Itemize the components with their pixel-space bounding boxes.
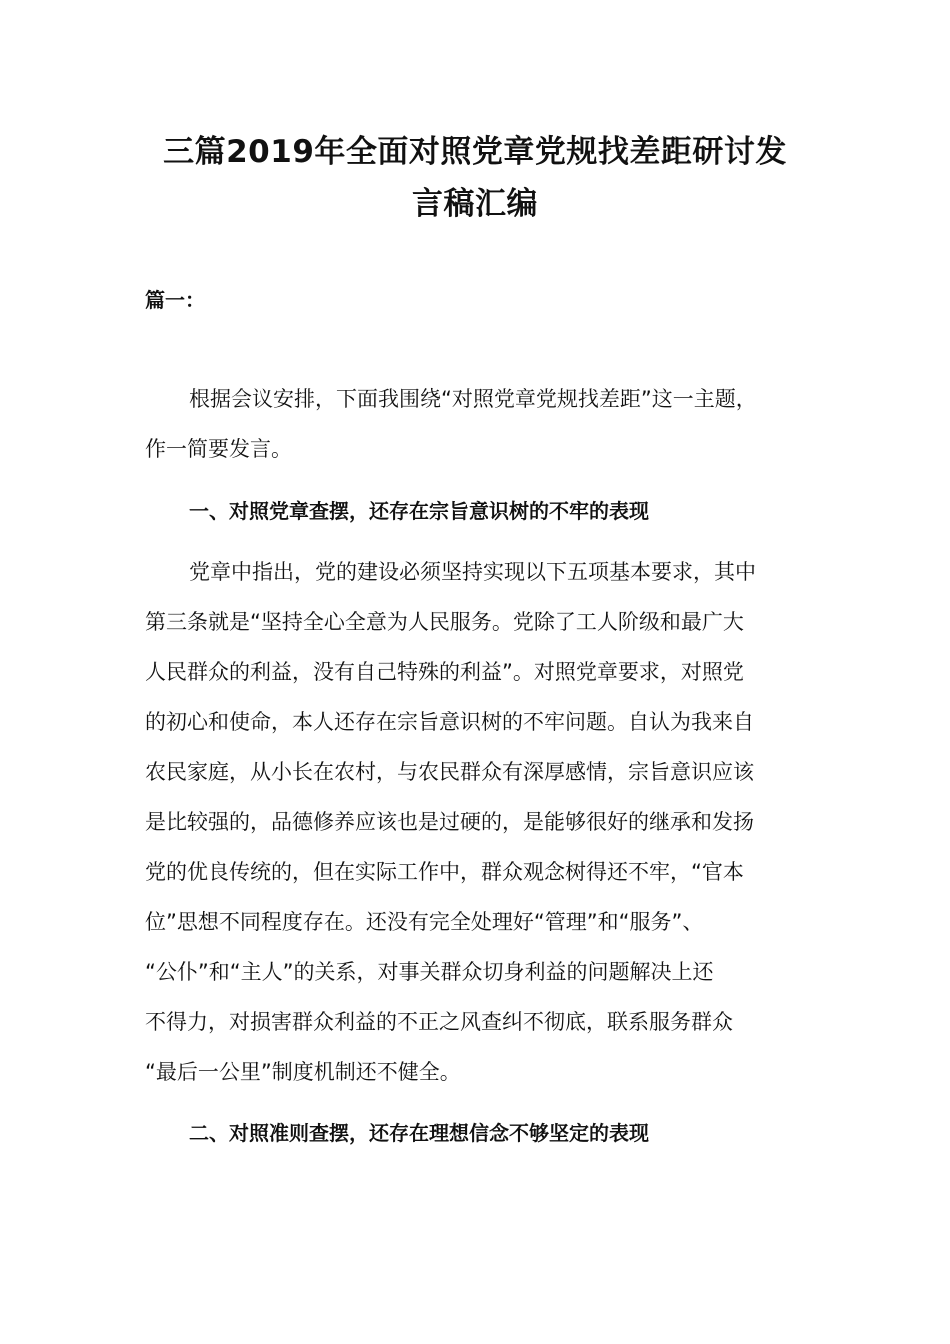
body-line: 党的优良传统的，但在实际工作中，群众观念树得还不牢，“官本 bbox=[145, 860, 744, 884]
body-line: 是比较强的，品德修养应该也是过硬的，是能够很好的继承和发扬 bbox=[145, 810, 754, 834]
document-title bbox=[110, 126, 840, 230]
body-paragraph bbox=[145, 547, 805, 1097]
body-line: 的初心和使命，本人还存在宗旨意识树的不牢问题。自认为我来自 bbox=[145, 710, 754, 734]
intro-paragraph bbox=[145, 374, 805, 474]
body-line: 位”思想不同程度存在。还没有完全处理好“管理”和“服务”、 bbox=[145, 910, 704, 934]
intro-line: 作一简要发言。 bbox=[145, 437, 292, 461]
section-label: 篇一： bbox=[145, 288, 205, 312]
body-line: “最后一公里”制度机制还不健全。 bbox=[145, 1060, 461, 1084]
body-line: “公仆”和“主人”的关系，对事关群众切身利益的问题解决上还 bbox=[145, 960, 714, 984]
section-heading-1: 一、对照党章查摆，还存在宗旨意识树的不牢的表现 bbox=[189, 499, 649, 523]
title-line-1: 三篇2019年全面对照党章党规找差距研讨发 bbox=[163, 134, 787, 170]
body-line: 不得力，对损害群众利益的不正之风查纠不彻底，联系服务群众 bbox=[145, 1010, 733, 1034]
body-line: 人民群众的利益，没有自己特殊的利益”。对照党章要求，对照党 bbox=[145, 660, 744, 684]
section-heading-2: 二、对照准则查摆，还存在理想信念不够坚定的表现 bbox=[189, 1121, 649, 1145]
body-line: 农民家庭，从小长在农村，与农民群众有深厚感情，宗旨意识应该 bbox=[145, 760, 754, 784]
body-line: 党章中指出，党的建设必须坚持实现以下五项基本要求，其中 bbox=[189, 560, 756, 584]
body-line: 第三条就是“坚持全心全意为人民服务。党除了工人阶级和最广大 bbox=[145, 610, 744, 634]
intro-line: 根据会议安排，下面我围绕“对照党章党规找差距”这一主题， bbox=[189, 387, 757, 411]
title-line-2: 言稿汇编 bbox=[412, 186, 538, 222]
